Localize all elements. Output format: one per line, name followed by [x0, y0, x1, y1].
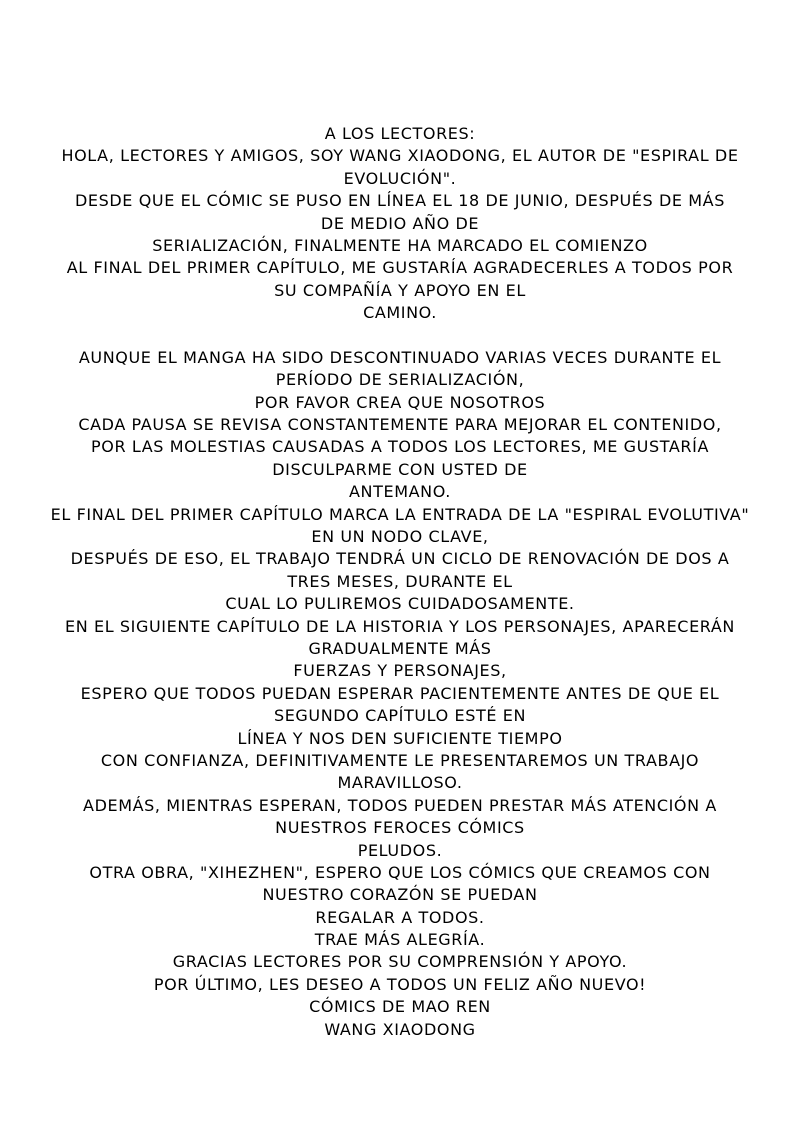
- blank-line: [20, 325, 780, 347]
- letter-line: AL FINAL DEL PRIMER CAPÍTULO, ME GUSTARÍA AGRADECERLES A TODOS POR: [66, 258, 734, 278]
- letter-line: NUESTROS FEROCES CÓMICS: [275, 818, 525, 838]
- letter-line: PERÍODO DE SERIALIZACIÓN,: [275, 370, 525, 390]
- letter-line: CÓMICS DE MAO REN: [309, 997, 491, 1017]
- letter-line: MARAVILLOSO.: [337, 773, 463, 793]
- letter-line: PELUDOS.: [357, 840, 443, 860]
- letter-line: SERIALIZACIÓN, FINALMENTE HA MARCADO EL COMIENZO: [152, 235, 648, 255]
- letter-line: LÍNEA Y NOS DEN SUFICIENTE TIEMPO: [237, 728, 563, 748]
- letter-line: GRACIAS LECTORES POR SU COMPRENSIÓN Y APOYO.: [172, 952, 628, 972]
- letter-line: ANTEMANO.: [349, 482, 451, 502]
- letter-line: CON CONFIANZA, DEFINITIVAMENTE LE PRESENTAREMOS UN TRABAJO: [100, 750, 700, 770]
- letter-line: DESPUÉS DE ESO, EL TRABAJO TENDRÁ UN CICLO DE RENOVACIÓN DE DOS A: [70, 549, 730, 569]
- letter-line: SEGUNDO CAPÍTULO ESTÉ EN: [273, 706, 527, 726]
- letter-line: FUERZAS Y PERSONAJES,: [293, 661, 507, 681]
- letter-line: ESPERO QUE TODOS PUEDAN ESPERAR PACIENTEMENTE ANTES DE QUE EL: [80, 683, 720, 703]
- letter-line: TRES MESES, DURANTE EL: [287, 571, 513, 591]
- letter-line: DISCULPARME CON USTED DE: [272, 459, 528, 479]
- letter-line: WANG XIAODONG: [324, 1019, 476, 1039]
- letter-line: TRAE MÁS ALEGRÍA.: [314, 930, 486, 950]
- letter-line: ADEMÁS, MIENTRAS ESPERAN, TODOS PUEDEN PRESTAR MÁS ATENCIÓN A: [83, 795, 717, 815]
- letter-line: POR FAVOR CREA QUE NOSOTROS: [254, 392, 546, 412]
- letter-line: DE MEDIO AÑO DE: [320, 213, 480, 233]
- letter-line: NUESTRO CORAZÓN SE PUEDAN: [262, 885, 538, 905]
- letter-line: AUNQUE EL MANGA HA SIDO DESCONTINUADO VARIAS VECES DURANTE EL: [78, 347, 722, 367]
- letter-line: EL FINAL DEL PRIMER CAPÍTULO MARCA LA ENTRADA DE LA "ESPIRAL EVOLUTIVA": [50, 504, 750, 524]
- letter-line: GRADUALMENTE MÁS: [308, 638, 492, 658]
- letter-line: POR ÚLTIMO, LES DESEO A TODOS UN FELIZ AÑO NUEVO!: [153, 974, 647, 994]
- letter-line: OTRA OBRA, "XIHEZHEN", ESPERO QUE LOS CÓMICS QUE CREAMOS CON: [89, 862, 711, 882]
- letter-line: REGALAR A TODOS.: [315, 907, 485, 927]
- letter-line: A LOS LECTORES:: [324, 124, 476, 143]
- letter-line: CUAL LO PULIREMOS CUIDADOSAMENTE.: [225, 594, 575, 614]
- letter-line: SU COMPAÑÍA Y APOYO EN EL: [274, 280, 526, 300]
- letter-line: HOLA, LECTORES Y AMIGOS, SOY WANG XIAODONG, EL AUTOR DE "ESPIRAL DE: [61, 146, 739, 166]
- letter-line: EVOLUCIÓN".: [343, 168, 457, 188]
- letter-line: DESDE QUE EL CÓMIC SE PUSO EN LÍNEA EL 18 DE JUNIO, DESPUÉS DE MÁS: [75, 191, 725, 211]
- letter-to-readers: [20, 123, 780, 1041]
- letter-line: CADA PAUSA SE REVISA CONSTANTEMENTE PARA MEJORAR EL CONTENIDO,: [78, 415, 722, 435]
- letter-line: EN EL SIGUIENTE CAPÍTULO DE LA HISTORIA Y LOS PERSONAJES, APARECERÁN: [65, 616, 735, 636]
- letter-line: EN UN NODO CLAVE,: [311, 527, 489, 547]
- letter-line: POR LAS MOLESTIAS CAUSADAS A TODOS LOS LECTORES, ME GUSTARÍA: [91, 437, 709, 457]
- letter-line: CAMINO.: [363, 303, 437, 323]
